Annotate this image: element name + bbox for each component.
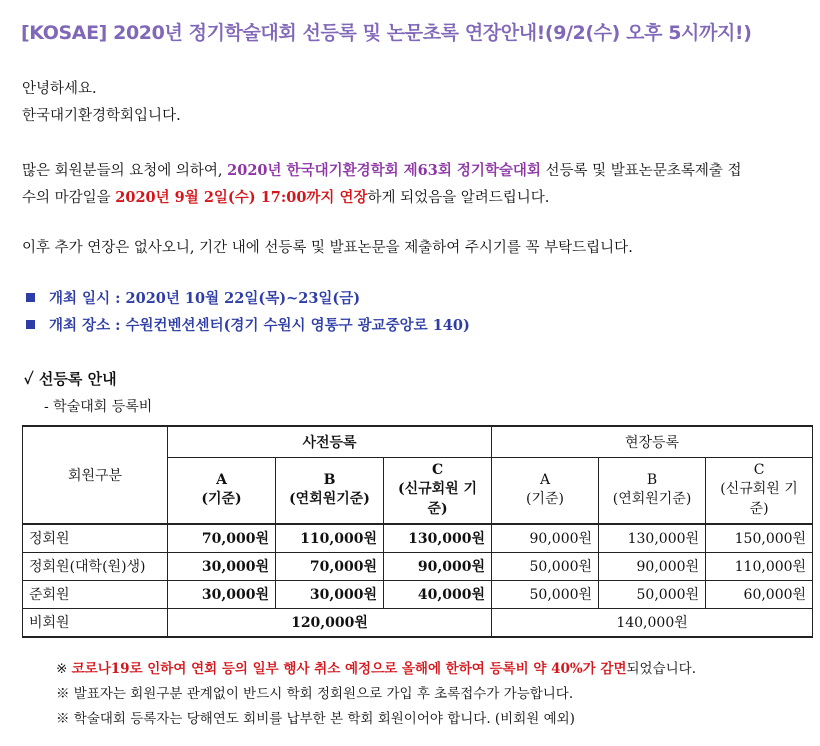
event-venue: 개최 장소 : 수원컨벤션센터(경기 수원시 영통구 광교중앙로 140) xyxy=(49,317,470,334)
onsite-registration-header: 현장등록 xyxy=(492,426,813,458)
fee-table xyxy=(22,425,813,638)
fee-cell: 50,000원 xyxy=(492,580,599,608)
onsite-col-c: C (신규회원 기준) xyxy=(706,458,813,524)
notice-paragraph-line-1 xyxy=(22,157,741,185)
note-marker: ※ xyxy=(56,661,72,677)
section-subtitle: - 학술대회 등록비 xyxy=(44,399,153,415)
conference-name: 2020년 한국대기환경학회 제63회 정기학술대회 xyxy=(227,162,541,179)
note-discount xyxy=(56,657,696,677)
fee-cell: 130,000원 xyxy=(599,524,706,553)
row-label: 정회원(대학(원)생) xyxy=(23,552,168,580)
discount-text: 코로나19로 인하여 연회 등의 일부 행사 취소 예정으로 올해에 한하여 등록비 약 40%가 감면 xyxy=(71,661,627,677)
fee-cell: 30,000원 xyxy=(168,552,276,580)
notice-text: 수의 마감일을 xyxy=(22,190,116,206)
notice-text: 많은 회원분들의 요청에 의하여, xyxy=(22,163,228,179)
table-row xyxy=(23,580,813,608)
row-label: 준회원 xyxy=(23,580,168,608)
fee-cell: 90,000원 xyxy=(599,552,706,580)
fee-cell: 30,000원 xyxy=(168,580,276,608)
fee-cell: 90,000원 xyxy=(492,524,599,553)
pre-col-c: C (신규회원 기준) xyxy=(384,458,492,524)
fee-cell: 130,000원 xyxy=(384,524,492,553)
fee-cell: 120,000원 xyxy=(168,608,492,637)
event-date: 개최 일시 : 2020년 10월 22일(목)~23일(금) xyxy=(49,290,361,307)
note-registrant xyxy=(56,707,575,727)
table-row-nonmember xyxy=(23,608,813,637)
table-row xyxy=(23,524,813,553)
fee-cell: 40,000원 xyxy=(384,580,492,608)
fee-cell: 50,000원 xyxy=(492,552,599,580)
fee-cell: 30,000원 xyxy=(276,580,384,608)
notice-paragraph-line-2 xyxy=(22,184,549,212)
table-row xyxy=(23,552,813,580)
note-presenter xyxy=(56,682,573,702)
bullet-date xyxy=(22,285,360,312)
fee-cell: 110,000원 xyxy=(706,552,813,580)
square-bullet-icon xyxy=(26,293,35,302)
extension-note: 이후 추가 연장은 없사오니, 기간 내에 선등록 및 발표논문을 제출하여 주시기를 꼭 부탁드립니다. xyxy=(22,240,633,256)
pre-col-b: B (연회원기준) xyxy=(276,458,384,524)
pre-registration-header: 사전등록 xyxy=(168,426,492,458)
fee-cell: 90,000원 xyxy=(384,552,492,580)
fee-cell: 60,000원 xyxy=(706,580,813,608)
note-text: 발표자는 회원구분 관계없이 반드시 학회 정회원으로 가입 후 초록접수가 가능합니다. xyxy=(73,686,574,702)
fee-cell: 50,000원 xyxy=(599,580,706,608)
page-title: [KOSAE] 2020년 정기학술대회 선등록 및 논문초록 연장안내!(9/2(수) 오후 5시까지!) xyxy=(21,22,752,44)
notice-text: 하게 되었음을 알려드립니다. xyxy=(367,190,550,206)
greeting-line-2: 한국대기환경학회입니다. xyxy=(22,108,181,124)
onsite-col-a: A (기준) xyxy=(492,458,599,524)
note-marker: ※ xyxy=(56,711,74,727)
member-type-header: 회원구분 xyxy=(23,426,168,524)
row-label: 비회원 xyxy=(23,608,168,637)
row-label: 정회원 xyxy=(23,524,168,553)
deadline-text: 2020년 9월 2일(수) 17:00까지 연장 xyxy=(115,189,368,206)
fee-cell: 70,000원 xyxy=(168,524,276,553)
note-text: 학술대회 등록자는 당해연도 회비를 납부한 본 학회 회원이어야 합니다. (비회원 예외) xyxy=(73,711,575,727)
square-bullet-icon xyxy=(26,320,35,329)
fee-cell: 140,000원 xyxy=(492,608,813,637)
fee-cell: 110,000원 xyxy=(276,524,384,553)
bullet-venue xyxy=(22,312,470,339)
note-text: 되었습니다. xyxy=(626,661,697,677)
pre-col-a: A (기준) xyxy=(168,458,276,524)
notice-text: 선등록 및 발표논문초록제출 접 xyxy=(540,163,742,179)
note-marker: ※ xyxy=(56,686,74,702)
onsite-col-b: B (연회원기준) xyxy=(599,458,706,524)
fee-cell: 150,000원 xyxy=(706,524,813,553)
section-title: ✓ 선등록 안내 xyxy=(24,370,117,388)
greeting-line-1: 안녕하세요. xyxy=(22,81,97,97)
fee-cell: 70,000원 xyxy=(276,552,384,580)
